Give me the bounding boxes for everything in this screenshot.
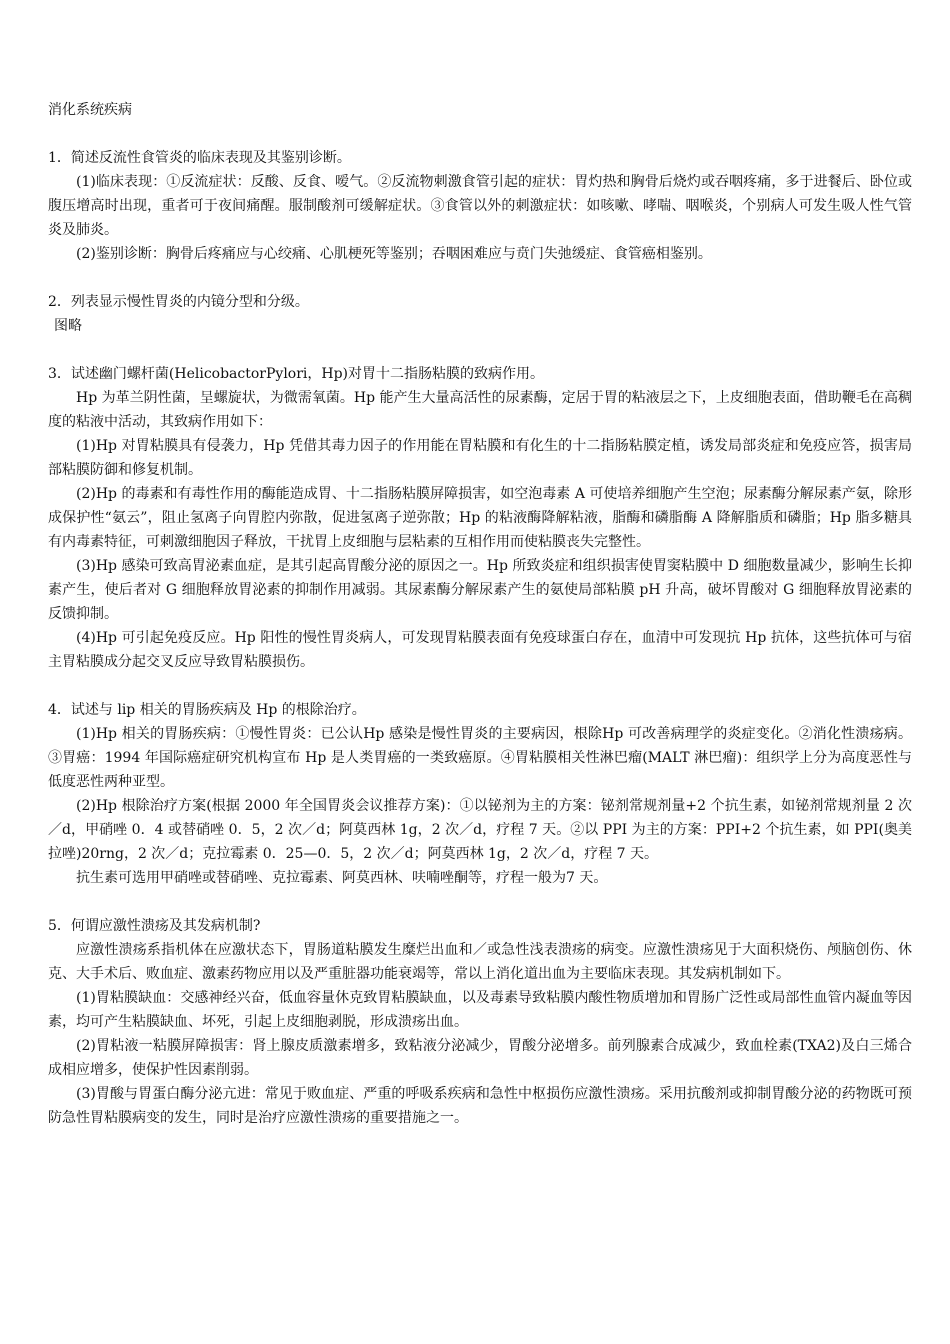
answer-paragraph: (2)Hp 的毒素和有毒性作用的酶能造成胃、十二指肠粘膜屏障损害，如空泡毒素 A 可使培养细胞产生空泡；尿素酶分解尿素产氨，除形成保护性“氨云”，阻止氢离子向胃腔内弥散，促进氢离子逆弥散；Hp 的粘液酶降解粘液，脂酶和磷脂酶 A 降解脂质和磷脂；Hp 脂多糖具有内毒素特征，可刺激细胞因子释放，干扰胃上皮细胞与层粘素的互相作用而使粘膜丧失完整性。 xyxy=(48,486,912,550)
answer-paragraph: (3)胃酸与胃蛋白酶分泌亢进：常见于败血症、严重的呼吸系疾病和急性中枢损伤应激性溃疡。采用抗酸剂或抑制胃酸分泌的药物既可预防急性胃粘膜病变的发生，同时是治疗应激性溃疡的重要措施之一。 xyxy=(48,1086,912,1126)
answer-paragraph: (1)胃粘膜缺血：交感神经兴奋，低血容量休克致胃粘膜缺血，以及毒素导致粘膜内酸性物质增加和胃肠广泛性或局部性血管内凝血等因素，均可产生粘膜缺血、坏死，引起上皮细胞剥脱，形成溃疡出血。 xyxy=(48,990,912,1030)
question-5: 5．何谓应激性溃疡及其发病机制? xyxy=(48,918,261,934)
answer-paragraph: (4)Hp 可引起免疫反应。Hp 阳性的慢性胃炎病人，可发现胃粘膜表面有免疫球蛋白存在，血清中可发现抗 Hp 抗体，这些抗体可与宿主胃粘膜成分起交叉反应导致胃粘膜损伤。 xyxy=(48,630,912,670)
question-4: 4．试述与 lip 相关的胃肠疾病及 Hp 的根除治疗。 xyxy=(48,702,366,718)
question-3: 3．试述幽门螺杆菌(HelicobactorPylori，Hp)对胃十二指肠粘膜的致病作用。 xyxy=(48,366,545,382)
answer-paragraph: 抗生素可选用甲硝唑或替硝唑、克拉霉素、阿莫西林、呋喃唑酮等，疗程一般为7 天。 xyxy=(76,870,608,886)
section-1 xyxy=(48,146,912,266)
answer-paragraph: (1)Hp 相关的胃肠疾病：①慢性胃炎：已公认Hp 感染是慢性胃炎的主要病因，根除Hp 可改善病理学的炎症变化。②消化性溃疡病。③胃癌：1994 年国际癌症研究机构宣布 Hp 是人类胃癌的一类致癌原。④胃粘膜相关性淋巴瘤(MALT 淋巴瘤)：组织学上分为高度恶性与低度恶性两种亚型。 xyxy=(48,726,912,790)
answer-paragraph: (2)胃粘液一粘膜屏障损害：肾上腺皮质激素增多，致粘液分泌减少，胃酸分泌增多。前列腺素合成减少，致血栓素(TXA2)及白三烯合成相应增多，使保护性因素削弱。 xyxy=(48,1038,912,1078)
answer-paragraph: (2)鉴别诊断：胸骨后疼痛应与心绞痛、心肌梗死等鉴别；吞咽困难应与贲门失弛缓症、食管癌相鉴别。 xyxy=(76,246,712,262)
answer-paragraph: Hp 为革兰阴性菌，呈螺旋状，为微需氧菌。Hp 能产生大量高活性的尿素酶，定居于胃的粘液层之下，上皮细胞表面，借助鞭毛在高稠度的粘液中活动，其致病作用如下： xyxy=(48,390,912,430)
section-3 xyxy=(48,362,912,674)
answer-paragraph: (1)临床表现：①反流症状：反酸、反食、嗳气。②反流物刺激食管引起的症状：胃灼热和胸骨后烧灼或吞咽疼痛，多于进餐后、卧位或腹压增高时出现，重者可于夜间痛醒。服制酸剂可缓解症状。③食管以外的刺激症状：如咳嗽、哮喘、咽喉炎，个别病人可发生吸人性气管炎及肺炎。 xyxy=(48,174,912,238)
answer-paragraph: (2)Hp 根除治疗方案(根据 2000 年全国胃炎会议推荐方案)：①以铋剂为主的方案：铋剂常规剂量+2 个抗生素，如铋剂常规剂量 2 次／d，甲硝唑 0．4 或替硝唑 0．5，2 次／d；阿莫西林 1g，2 次／d，疗程 7 天。②以 PPI 为主的方案：PPI+2 个抗生素，如 PPI(奥美拉唑)20rng，2 次／d；克拉霉素 0．25—0．5，2 次／d；阿莫西林 1g，2 次／d，疗程 7 天。 xyxy=(48,798,912,862)
question-2: 2．列表显示慢性胃炎的内镜分型和分级。 xyxy=(48,294,309,310)
answer-paragraph: (3)Hp 感染可致高胃泌素血症，是其引起高胃酸分泌的原因之一。Hp 所致炎症和组织损害使胃窦粘膜中 D 细胞数量减少，影响生长抑素产生，使后者对 G 细胞释放胃泌素的抑制作用减弱。其尿素酶分解尿素产生的氨使局部粘膜 pH 升高，破坏胃酸对 G 细胞释放胃泌素的反馈抑制。 xyxy=(48,558,912,622)
section-5 xyxy=(48,914,912,1130)
question-1: 1．简述反流性食管炎的临床表现及其鉴别诊断。 xyxy=(48,150,351,166)
document-title: 消化系统疾病 xyxy=(48,102,132,118)
answer-paragraph: 应激性溃疡系指机体在应激状态下，胃肠道粘膜发生糜烂出血和／或急性浅表溃疡的病变。应激性溃疡见于大面积烧伤、颅脑创伤、休克、大手术后、败血症、激素药物应用以及严重脏器功能衰竭等，常以上消化道出血为主要临床表现。其发病机制如下。 xyxy=(48,942,912,982)
answer-paragraph: (1)Hp 对胃粘膜具有侵袭力，Hp 凭借其毒力因子的作用能在胃粘膜和有化生的十二指肠粘膜定植，诱发局部炎症和免疫应答，损害局部粘膜防御和修复机制。 xyxy=(48,438,912,478)
section-4 xyxy=(48,698,912,890)
section-2 xyxy=(48,290,912,338)
figure-omitted-note: 图略 xyxy=(54,318,82,334)
